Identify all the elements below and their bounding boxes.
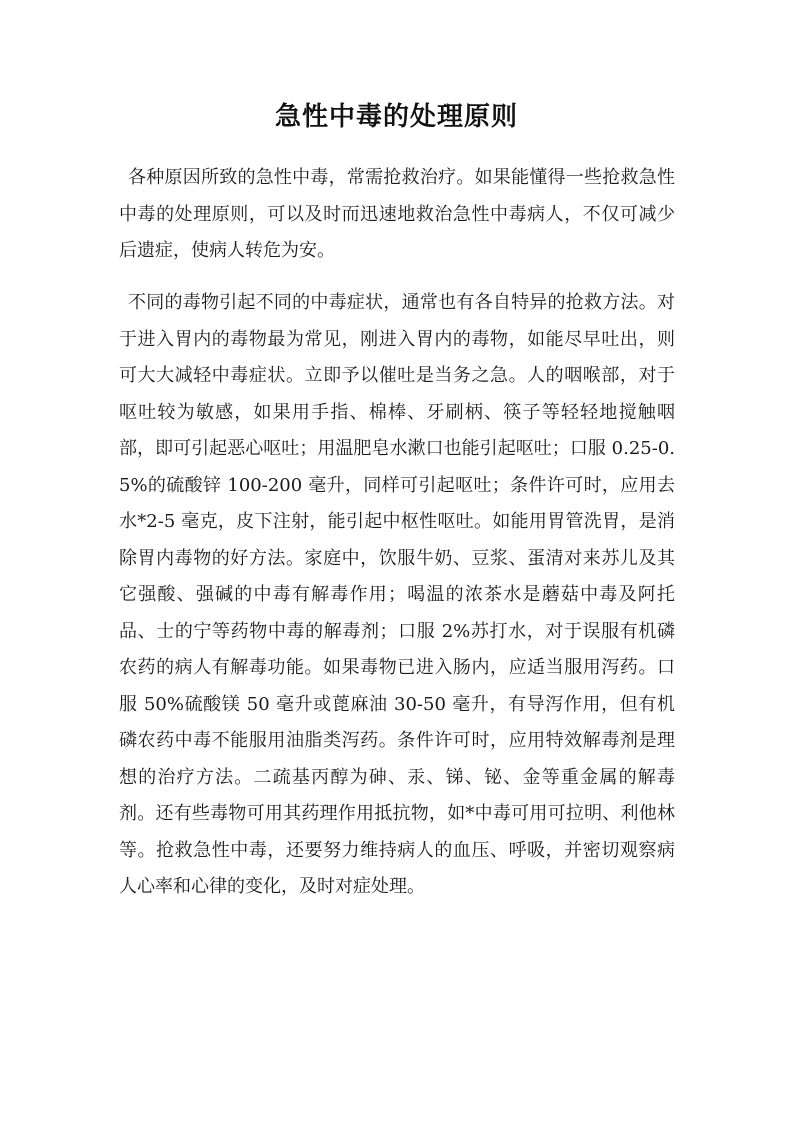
paragraph-intro: 各种原因所致的急性中毒，常需抢救治疗。如果能懂得一些抢救急性中毒的处理原则，可以及时而迅速地救治急性中毒病人，不仅可减少后遗症，使病人转危为安。	[119, 167, 675, 261]
paragraph-body: 不同的毒物引起不同的中毒症状，通常也有各自特异的抢救方法。对于进入胃内的毒物最为常见，刚进入胃内的毒物，如能尽早吐出，则可大大减轻中毒症状。立即予以催吐是当务之急。人的咽喉部，对于呕吐较为敏感，如果用手指、棉棒、牙刷柄、筷子等轻轻地搅触咽部，即可引起恶心呕吐；用温肥皂水漱口也能引起呕吐；口服 0.25-0.5%的硫酸锌 100-200 毫升，同样可引起呕吐；条件许可时，应用去水*2-5 毫克，皮下注射，能引起中枢性呕吐。如能用胃管洗胃，是消除胃内毒物的好方法。家庭中，饮服牛奶、豆浆、蛋清对来苏儿及其它强酸、强碱的中毒有解毒作用；喝温的浓茶水是蘑菇中毒及阿托品、士的宁等药物中毒的解毒剂；口服 2%苏打水，对于误服有机磷农药的病人有解毒功能。如果毒物已进入肠内，应适当服用泻药。口服 50%硫酸镁 50 毫升或蓖麻油 30-50 毫升，有导泻作用，但有机磷农药中毒不能服用油脂类泻药。条件许可时，应用特效解毒剂是理想的治疗方法。二疏基丙醇为砷、汞、锑、铋、金等重金属的解毒剂。还有些毒物可用其药理作用抵抗物，如*中毒可用可拉明、利他林等。抢救急性中毒，还要努力维持病人的血压、呼吸，并密切观察病人心率和心律的变化，及时对症处理。	[119, 292, 675, 897]
page-title: 急性中毒的处理原则	[274, 102, 518, 132]
